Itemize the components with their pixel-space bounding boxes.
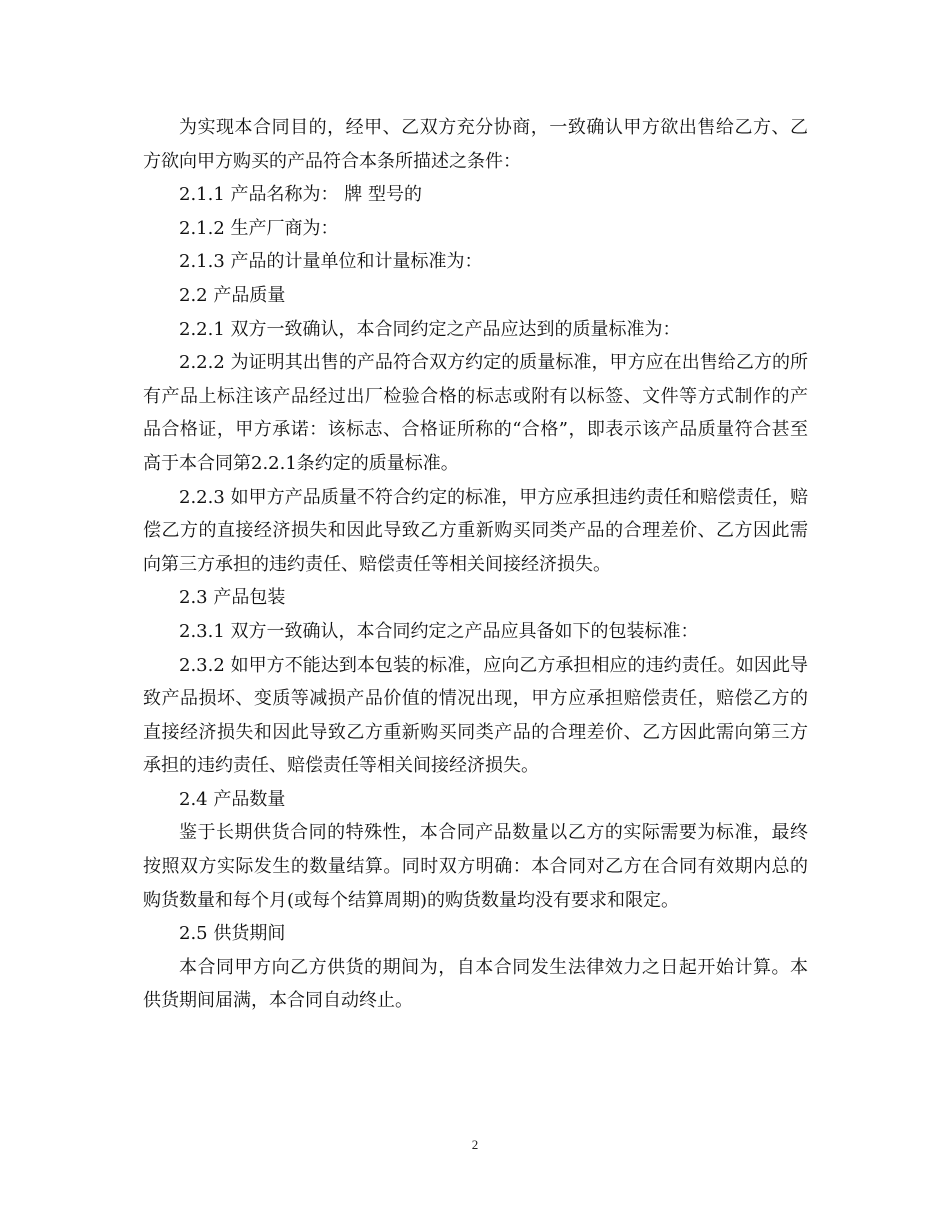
page-number: 2 xyxy=(471,1137,479,1152)
clause-2-1-1: 2.1.1 产品名称为： 牌 型号的 xyxy=(179,184,422,206)
clause-2-3-1: 2.3.1 双方一致确认，本合同约定之产品应具备如下的包装标准： xyxy=(179,620,699,642)
clause-2-2-2: 2.2.2 为证明其出售的产品符合双方约定的质量标准，甲方应在出售给乙方的所有产品上标注该产品经过出厂检验合格的标志或附有以标签、文件等方式制作的产品合格证，甲方承诺：该标志、合格证所称的“合格”，即表示该产品质量符合甚至高于本合同第2.2.1条约定的质量标准。 xyxy=(143,352,808,474)
clause-2-1-2: 2.1.2 生产厂商为： xyxy=(179,217,339,239)
clause-2-3-2: 2.3.2 如甲方不能达到本包装的标准，应向乙方承担相应的违约责任。如因此导致产品损坏、变质等减损产品价值的情况出现，甲方应承担赔偿责任，赔偿乙方的直接经济损失和因此导致乙方重新购买同类产品的合理差价、乙方因此需向第三方承担的违约责任、赔偿责任等相关间接经济损失。 xyxy=(143,654,808,777)
document-body xyxy=(143,111,808,1018)
section-heading-2-3: 2.3 产品包装 xyxy=(179,587,286,609)
section-heading-2-2: 2.2 产品质量 xyxy=(179,284,286,306)
paragraph-quantity: 鉴于长期供货合同的特殊性，本合同产品数量以乙方的实际需要为标准，最终按照双方实际发生的数量结算。同时双方明确：本合同对乙方在合同有效期内总的购货数量和每个月(或每个结算周期)的购货数量均没有要求和限定。 xyxy=(143,822,808,911)
clause-2-1-3: 2.1.3 产品的计量单位和计量标准为： xyxy=(179,251,483,273)
clause-2-2-1: 2.2.1 双方一致确认，本合同约定之产品应达到的质量标准为： xyxy=(179,318,681,340)
section-heading-2-4: 2.4 产品数量 xyxy=(179,788,286,810)
section-heading-2-5: 2.5 供货期间 xyxy=(179,923,286,945)
clause-2-2-3: 2.2.3 如甲方产品质量不符合约定的标准，甲方应承担违约责任和赔偿责任，赔偿乙方的直接经济损失和因此导致乙方重新购买同类产品的合理差价、乙方因此需向第三方承担的违约责任、赔偿责任等相关间接经济损失。 xyxy=(143,486,808,575)
paragraph-supply-period: 本合同甲方向乙方供货的期间为，自本合同发生法律效力之日起开始计算。本供货期间届满，本合同自动终止。 xyxy=(143,956,808,1012)
paragraph-intro: 为实现本合同目的，经甲、乙双方充分协商，一致确认甲方欲出售给乙方、乙方欲向甲方购买的产品符合本条所描述之条件： xyxy=(143,117,808,172)
